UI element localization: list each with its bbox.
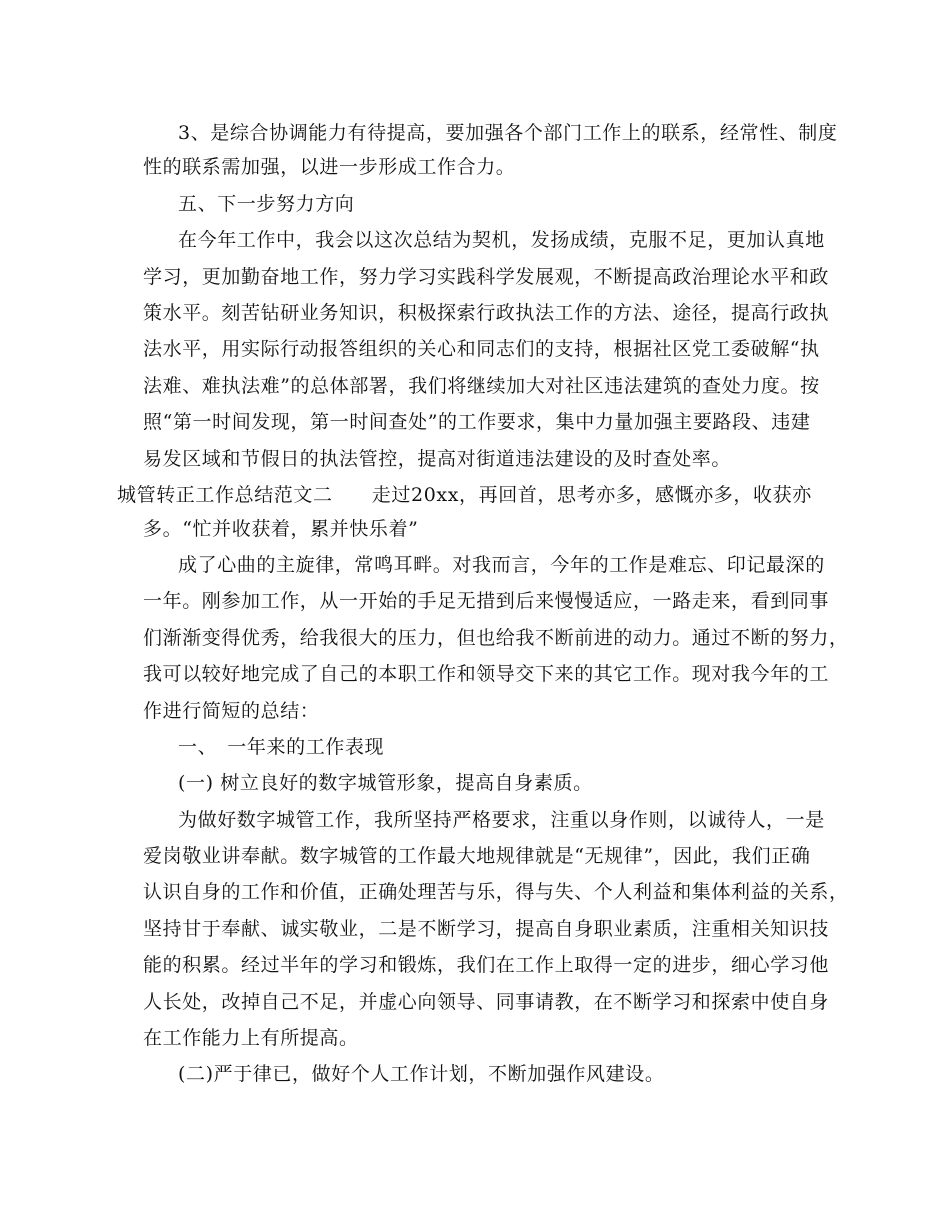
paragraph-line: 性的联系需加强，以进一步形成工作合力。 xyxy=(143,156,516,178)
subsection-heading: (二)严于律已，做好个人工作计划，不断加强作风建设。 xyxy=(178,1063,665,1085)
paragraph-line: 3、是综合协调能力有待提高，要加强各个部门工作上的联系，经常性、制度 xyxy=(178,122,838,144)
paragraph-line: 法水平，用实际行动报答组织的关心和同志们的支持，根据社区党工委破解“执 xyxy=(143,338,820,360)
paragraph-line: 能的积累。经过半年的学习和锻炼，我们在工作上取得一定的进步，细心学习他 xyxy=(143,954,830,976)
section-title-line: 城管转正工作总结范文二 走过20xx，再回首，思考亦多，感慨亦多，收获亦 xyxy=(117,484,812,506)
section-heading: 一、 一年来的工作表现 xyxy=(178,736,385,758)
paragraph-line: 们渐渐变得优秀，给我很大的压力，但也给我不断前进的动力。通过不断的努力， xyxy=(143,627,849,649)
paragraph-line: 认识自身的工作和价值，正确处理苦与乐，得与失、个人利益和集体利益的关系， xyxy=(143,881,849,903)
paragraph-line: 为做好数字城管工作，我所坚持严格要求，注重以身作则，以诚待人，一是 xyxy=(178,809,825,831)
paragraph-line: 坚持甘于奉献、诚实敬业，二是不断学习，提高自身职业素质，注重相关知识技 xyxy=(143,918,830,940)
paragraph-line: 策水平。刻苦钻研业务知识，积极探索行政执法工作的方法、途径，提高行政执 xyxy=(143,302,830,324)
paragraph-line: 在今年工作中，我会以这次总结为契机，发扬成绩，克服不足，更加认真地 xyxy=(178,229,825,251)
subsection-heading: (一) 树立良好的数字城管形象，提高自身素质。 xyxy=(178,772,593,794)
paragraph-line: 一年。刚参加工作，从一开始的手足无措到后来慢慢适应，一路走来，看到同事 xyxy=(143,590,830,612)
paragraph-line: 照“第一时间发现，第一时间查处”的工作要求，集中力量加强主要路段、违建 xyxy=(143,411,811,433)
paragraph-line: 法难、难执法难”的总体部署，我们将继续加大对社区违法建筑的查处力度。按 xyxy=(143,375,820,397)
paragraph-line: 成了心曲的主旋律，常鸣耳畔。对我而言，今年的工作是难忘、印记最深的 xyxy=(178,554,825,576)
paragraph-line: 在工作能力上有所提高。 xyxy=(143,1027,359,1049)
paragraph-line: 学习，更加勤奋地工作，努力学习实践科学发展观，不断提高政治理论水平和政 xyxy=(143,266,830,288)
paragraph-line: 作进行简短的总结： xyxy=(143,700,320,722)
section-heading: 五、下一步努力方向 xyxy=(178,193,355,215)
paragraph-line: 我可以较好地完成了自己的本职工作和领导交下来的其它工作。现对我今年的工 xyxy=(143,663,830,685)
paragraph-line: 人长处，改掉自己不足，并虚心向领导、同事请教，在不断学习和探索中使自身 xyxy=(143,991,830,1013)
paragraph-line: 易发区域和节假日的执法管控，提高对街道违法建设的及时查处率。 xyxy=(143,448,732,470)
paragraph-line: 多。“忙并收获着，累并快乐着” xyxy=(143,518,419,540)
paragraph-line: 爱岗敬业讲奉献。数字城管的工作最大地规律就是“无规律”，因此，我们正确 xyxy=(143,845,811,867)
